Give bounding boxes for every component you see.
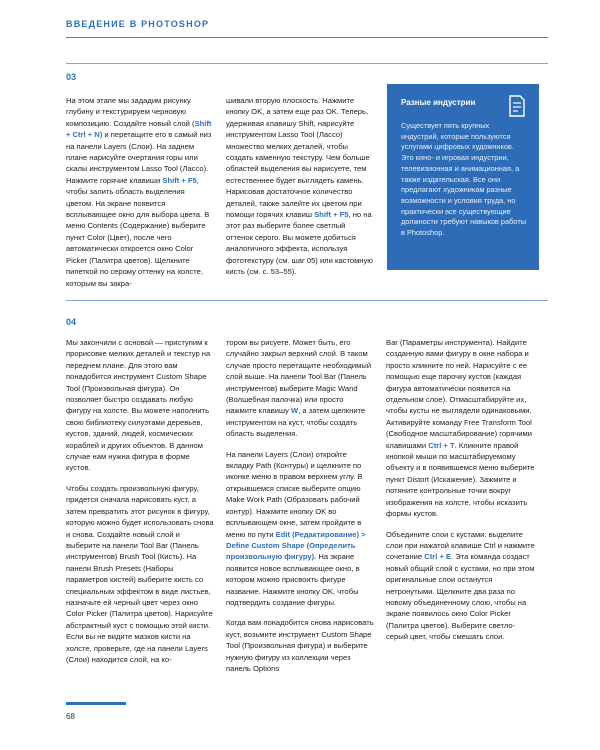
text-run: Bar (Параметры инструмента). Найдите созданную вами фигуру в окне набора и просто кликните по ней. Нарисуйте с ее помощью еще парочку кустов (каждая фигура автоматически появится на отдельном слое). Отмасштабируйте их, чтобы кусты не выглядели одинаковыми. Активируйте команду Free Transform Tool (Свободное масштабирование) горячими клавишами: [386, 338, 532, 450]
sidebar-box: [387, 84, 539, 270]
hotkey-highlight: Shift + Ctrl + N: [66, 118, 212, 140]
hotkey-highlight: Edit (Редактирование) > Define Custom Shape (Определить произвольную фигуру): [226, 529, 366, 562]
step-number-03: 03: [66, 72, 77, 82]
text-run: Мы закончили с основой — приступим к прорисовке мелких деталей и текстур на переднем плане. Для этого вам понадобится инструмент Custom Shape Tool (Произвольная фигура). Он позволяет быстро создавать любую фигуру на холсте. Вы можете наполнить свою библиотеку силуэтами деревьев, кустов, зданий, людей, космических кораблей и других объектов. В данном случае нам нужна фигура в форме кустов.: [66, 338, 211, 473]
step04-column-1: [66, 337, 214, 674]
paragraph: [66, 337, 214, 474]
text-run: шивали вторую плоскость. Нажмите кнопку OK, а затем еще раз OK. Теперь, удерживая клавишу Shift, нарисуйте инструментом Lasso Tool (Лассо) множество мелких деталей, чтобы создать каменную текстуру. Чем больше областей выделения вы нарисуете, тем естественнее будет выглядеть камень. Нарисовав достаточное количество деталей, также залейте их цветом при помощи горячих клавиш: [226, 96, 370, 220]
text-run: На панели Layers (Слои) откройте вкладку Path (Контуры) и щелкните по иконке меню в правом верхнем углу. В открывшемся списке выберите опцию Make Work Path (Образовать рабочий контур). Нажмите кнопку OK во всплывающем окне, затем пройдите в меню по пути: [226, 449, 363, 539]
sidebar-title: Разные индустрии: [401, 98, 476, 107]
footer-accent-bar: [66, 702, 126, 705]
text-run: , но на этот раз выберите более светлый оттенок серого. Вы можете добиться аналогичного эффекта, используя фототекстуру (см. шаг 05) или кастомную кисть (см. с. 53–55).: [226, 210, 373, 277]
paragraph: [386, 337, 536, 520]
text-run: Объедините слои с кустами: выделите слои при нажатой клавише Ctrl и нажмите сочетание: [386, 529, 535, 562]
text-run: На этом этапе мы зададим рисунку глубину и текстурируем черновую композицию. Создайте новый слой (: [66, 96, 195, 128]
hotkey-highlight: W: [291, 406, 299, 416]
paragraph: [226, 95, 374, 278]
hotkey-highlight: Ctrl + T: [428, 440, 455, 450]
text-run: . Кликните правой кнопкой мыши по масштабируемому объекту и в появившемся меню выберите пункт Distort (Искажение). Зажмите и потяните контрольные точки вокруг изображения на холсте, чтобы исказить формы кустов.: [386, 440, 535, 519]
step04-column-3: [386, 337, 536, 652]
step03-column-1: [66, 95, 214, 298]
paragraph: [66, 483, 214, 666]
text-run: Когда вам понадобится снова нарисовать куст, возьмите инструмент Custom Shape Tool (Произвольная фигура) и выберите нужную фигуру из коллекции через панель Options: [226, 618, 374, 673]
section-divider: [66, 300, 548, 301]
paragraph: [66, 95, 214, 289]
running-header: [66, 14, 548, 38]
paragraph: [226, 337, 374, 440]
text-run: . На экране появится новое всплывающее окно, в котором можно присвоить фигуре название. Нажмите кнопку OK, чтобы подтвердить создание фигуры.: [226, 552, 360, 607]
page-number: 68: [66, 712, 75, 721]
text-run: Чтобы создать произвольную фигуру, придется сначала нарисовать куст, а затем превратить этот рисунок в фигуру, которую можно будет использовать снова и снова. Создайте новый слой и выберите на панели Tool Bar (Панель инструментов) Brush Tool (Кисть). На панели Brush Presets (Наборы параметров кистей) выберите кисть со специальным эффектом в виде листьев, назначьте ей черный цвет через окно Color Picker (Палитра цветов). Нарисуйте абстрактный куст с помощью этой кисти. Если вы не видите мазков кисти на холсте, проверьте, где на панели Layers (Слои) находится слой, на ко-: [66, 483, 214, 664]
text-run: ) и перетащите его в самый низ на панели Layers (Слои). На заднем плане нарисуйте очертания горы или скалы инструментом Lasso Tool (Лассо). Нажмите горячие клавиши: [66, 130, 212, 185]
step-number-04: 04: [66, 317, 77, 327]
text-run: , а затем щелкните инструментом на куст, чтобы создать область выделения.: [226, 406, 366, 439]
step03-column-2: [226, 95, 374, 287]
hotkey-highlight: Shift + F5: [314, 210, 349, 220]
text-run: , чтобы залить область выделения цветом. На экране появится всплывающее окно для выбора цвета. В меню Contents (Содержание) выберите пункт Color (Цвет), после чего автоматически откроется окно Color Picker (Палитра цветов). Щелкните пипеткой по серому оттенку на холсте, которым вы закра-: [66, 175, 210, 288]
document-pen-icon: [507, 94, 527, 118]
text-run: тором вы рисуете. Может быть, его случайно закрыл верхний слой. В таком случае просто перетащите необходимый слой выше. На панели Tool Bar (Панель инструментов) выберите Magic Wand (Волшебная палочка) или просто нажмите клавишу: [226, 338, 372, 416]
paragraph: [386, 529, 536, 643]
sidebar-text: Существует пять крупных индустрий, которые пользуются услугами цифровых художников. Это кино- и игровая индустрии, телевизионная и анимационная, а также издательская. Все они предлагают художникам разные возможности и условия труда, но практически все существующие должности требуют навыков работы в Photoshop.: [401, 121, 527, 238]
paragraph: [226, 617, 374, 674]
hotkey-highlight: Shift + F5: [162, 175, 197, 185]
section-divider: [66, 63, 548, 64]
hotkey-highlight: Ctrl + E: [424, 552, 452, 562]
text-run: . Эта команда создаст новый общий слой с кустами, но при этом оригинальные слои останутся нетронутыми. Щелкните два раза по новому объединенному слою, чтобы на экране появилось окно Color Picker (Палитра цветов). Выберите светло-серый цвет, чтобы смешать слои.: [386, 552, 535, 642]
chapter-title: ВВЕДЕНИЕ В PHOTOSHOP: [66, 19, 210, 29]
paragraph: [226, 449, 374, 609]
step04-column-2: [226, 337, 374, 683]
